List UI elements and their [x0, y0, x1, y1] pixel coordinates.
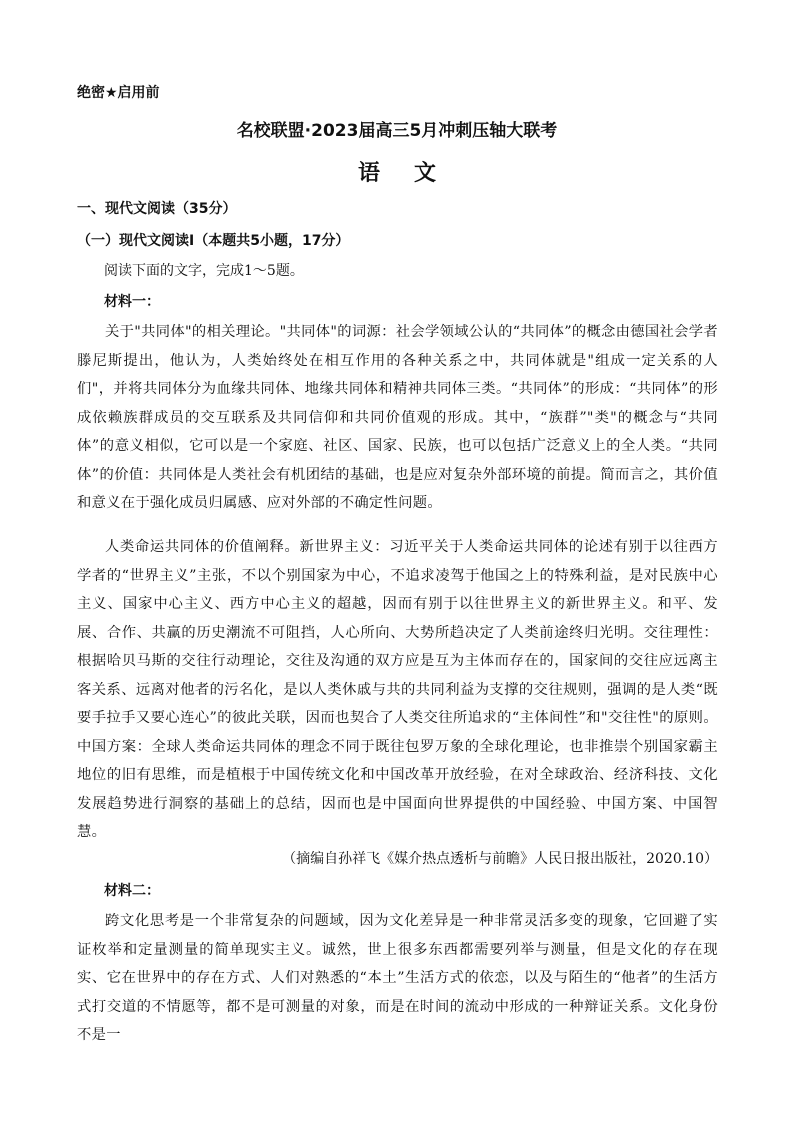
subject-title: 语文: [357, 161, 470, 186]
subsection-heading: （一）现代文阅读Ⅰ（本题共5小题，17分）: [77, 233, 350, 249]
material1-source: （摘编自孙祥飞《媒介热点透析与前瞻》人民日报出版社，2020.10）: [282, 851, 718, 867]
material1-paragraph-1: 关于"共同体"的相关理论。"共同体"的词源：社会学领域公认的“共同体”的概念由德国社会学者滕尼斯提出，他认为，人类始终处在相互作用的各种关系之中，共同体就是"组成一定关系的人们"，并将共同体分为血缘共同体、地缘共同体和精神共同体三类。“共同体”的形成：“共同体”的形成依赖族群成员的交互联系及共同信仰和共同价值观的形成。其中，“族群”"类"的概念与“共同体”的意义相似，它可以是一个家庭、社区、国家、民族，也可以包括广泛意义上的全人类。“共同体”的价值：共同体是人类社会有机团结的基础，也是应对复杂外部环境的前提。简而言之，其价值和意义在于强化成员归属感、应对外部的不确定性问题。: [77, 324, 718, 511]
section-heading: 一、现代文阅读（35分）: [77, 201, 237, 217]
exam-title: 名校联盟·2023届高三5月冲刺压轴大联考: [236, 121, 558, 141]
material2-label: 材料二：: [104, 883, 160, 899]
material1-paragraph-2: 人类命运共同体的价值阐释。新世界主义：习近平关于人类命运共同体的论述有别于以往西方学者的“世界主义”主张，不以个别国家为中心，不追求凌驾于他国之上的特殊利益，是对民族中心主义、国家中心主义、西方中心主义的超越，因而有别于以往世界主义的新世界主义。和平、发展、合作、共赢的历史潮流不可阻挡，人心所向、大势所趋决定了人类前途终归光明。交往理性：根据哈贝马斯的交往行动理论，交往及沟通的双方应是互为主体而存在的，国家间的交往应远离主客关系、远离对他者的污名化，是以人类休戚与共的共同利益为支撑的交往规则，强调的是人类“既要手拉手又要心连心”的彼此关联，因而也契合了人类交往所追求的“主体间性”和"交往性"的原则。中国方案：全球人类命运共同体的理念不同于既往包罗万象的全球化理论，也非推崇个别国家霸主地位的旧有思维，而是植根于中国传统文化和中国改革开放经验，在对全球政治、经济科技、文化发展趋势进行洞察的基础上的总结，因而也是中国面向世界提供的中国经验、中国方案、中国智慧。: [77, 539, 718, 840]
reading-instruction: 阅读下面的文字，完成1～5题。: [104, 263, 304, 279]
confidential-mark: 绝密★启用前: [77, 85, 160, 101]
material2-paragraph-1: 跨文化思考是一个非常复杂的问题域，因为文化差异是一种非常灵活多变的现象，它回避了实证枚举和定量测量的简单现实主义。诚然，世上很多东西都需要列举与测量，但是文化的存在现实、它在世界中的存在方式、人们对熟悉的“本土”生活方式的依恋，以及与陌生的“他者”的生活方式打交道的不情愿等，都不是可测量的对象，而是在时间的流动中形成的一种辩证关系。文化身份不是一: [77, 913, 718, 1043]
material1-label: 材料一：: [104, 294, 160, 310]
